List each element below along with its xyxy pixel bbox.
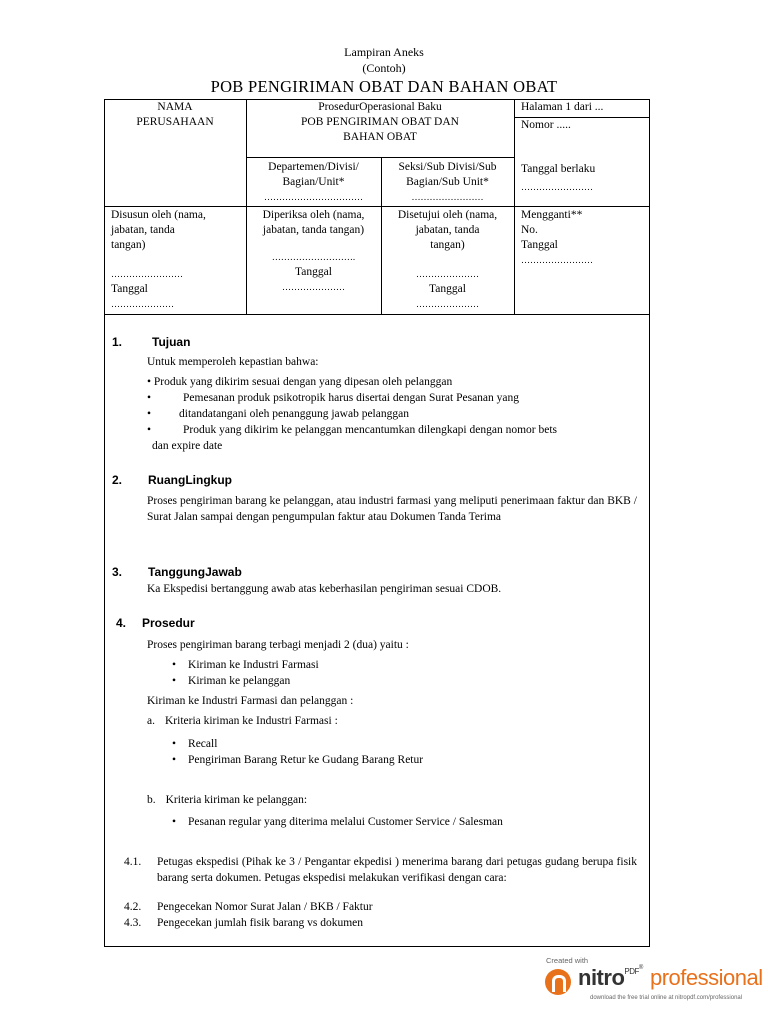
section-4-intro: Proses pengiriman barang terbagi menjadi 2 (dua) yaitu :	[147, 639, 409, 651]
document-number: Nomor .....	[521, 119, 571, 131]
document-title: POB PENGIRIMAN OBAT DAN BAHAN OBAT	[210, 77, 558, 96]
approved-by-cell: Disetujui oleh (nama, jabatan, tanda tangan) ………………… Tanggal …………………	[397, 209, 498, 309]
list-item: • Produk yang dikirim sesuai dengan yang dipesan oleh pelanggan	[147, 376, 453, 388]
watermark-brand: nitro$^{PDF®}$	[578, 965, 643, 990]
section-4-number: 4.	[116, 616, 127, 630]
step-text: Pengecekan Nomor Surat Jalan / BKB / Faktur	[157, 901, 373, 913]
list-item: • Kiriman ke Industri Farmasi	[172, 659, 319, 671]
prepared-by-cell: Disusun oleh (nama, jabatan, tanda tangan) …………………… Tanggal …………………	[111, 209, 206, 309]
list-item: • Produk yang dikirim ke pelanggan mencantumkan dilengkapi dengan nomor bets	[147, 424, 558, 436]
list-item: • Recall	[172, 738, 218, 750]
list-item: • ditandatangani oleh penanggung jawab pelanggan	[147, 408, 409, 420]
example-label: (Contoh)	[362, 61, 406, 75]
list-item: • Pesanan regular yang diterima melalui Customer Service / Salesman	[172, 816, 503, 828]
list-item: • Kiriman ke pelanggan	[172, 675, 291, 687]
section-2-title: RuangLingkup	[148, 473, 232, 487]
step-number: 4.1.	[124, 856, 142, 868]
page-number: Halaman 1 dari ...	[521, 101, 604, 113]
step-number: 4.2.	[124, 901, 142, 913]
watermark-created-with: Created with	[546, 956, 589, 965]
nitro-logo-icon	[545, 969, 571, 995]
step-number: 4.3.	[124, 917, 142, 929]
step-text: Petugas ekspedisi (Pihak ke 3 / Pengantar ekpedisi ) menerima barang dari petugas gudang berupa fisik barang serta dokumen. Petugas ekspedisi melakukan verifikasi dengan cara:	[157, 856, 637, 884]
checked-by-cell: Diperiksa oleh (nama, jabatan, tanda tangan) ………………………. Tanggal …………………	[262, 209, 365, 292]
section-1-intro: Untuk memperoleh kepastian bahwa:	[147, 356, 319, 368]
watermark-product: professional	[650, 965, 763, 990]
section-1-title: Tujuan	[152, 335, 191, 349]
annex-label: Lampiran Aneks	[344, 45, 424, 59]
watermark-tagline: download the free trial online at nitropdf.com/professional	[590, 995, 743, 1001]
company-name: NAMA PERUSAHAAN	[136, 101, 214, 128]
section-cell: Seksi/Sub Divisi/Sub Bagian/Sub Unit* ……………………	[398, 161, 497, 202]
effective-date-cell: Tanggal berlaku ……………………	[521, 163, 596, 192]
section-2-number: 2.	[112, 473, 123, 487]
criteria-a: a. Kriteria kiriman ke Industri Farmasi :	[147, 715, 338, 727]
section-3-text: Ka Ekspedisi bertanggung awab atas keberhasilan pengiriman sesuai CDOB.	[147, 583, 502, 595]
replaces-cell: Mengganti** No. Tanggal ……………………	[521, 209, 593, 265]
list-item: • Pemesanan produk psikotropik harus disertai dengan Surat Pesanan yang	[147, 392, 520, 404]
list-item-continuation: dan expire date	[152, 440, 223, 452]
section-4-sub-intro: Kiriman ke Industri Farmasi dan pelanggan :	[147, 695, 354, 707]
section-4-title: Prosedur	[142, 616, 195, 630]
criteria-b: b. Kriteria kiriman ke pelanggan:	[147, 794, 308, 806]
section-3-number: 3.	[112, 565, 123, 579]
step-text: Pengecekan jumlah fisik barang vs dokumen	[157, 917, 363, 929]
section-3-title: TanggungJawab	[148, 565, 242, 579]
procedure-name: ProsedurOperasional Baku POB PENGIRIMAN OBAT DAN BAHAN OBAT	[301, 101, 459, 143]
department-cell: Departemen/Divisi/ Bagian/Unit* ……………………………	[264, 161, 363, 202]
section-2-text: Proses pengiriman barang ke pelanggan, atau industri farmasi yang meliputi penerimaan faktur dan BKB / Surat Jalan sampai dengan pengumpulan faktur atau Dokumen Tanda Terima	[147, 495, 637, 523]
list-item: • Pengiriman Barang Retur ke Gudang Barang Retur	[172, 754, 424, 766]
section-1-number: 1.	[112, 335, 123, 349]
